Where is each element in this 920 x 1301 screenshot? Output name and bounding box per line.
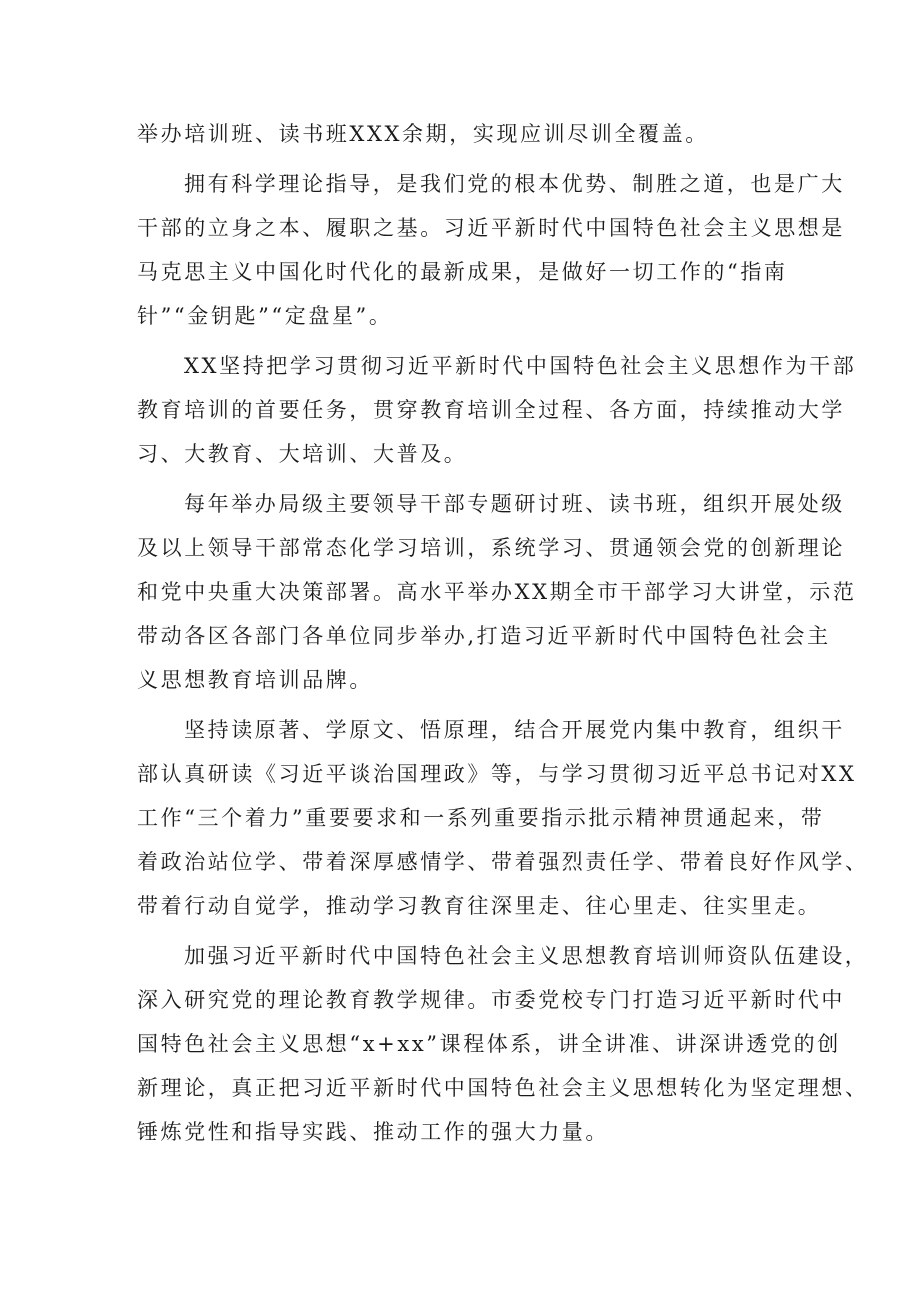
- paragraph-line: 深入研究党的理论教育教学规律。市委党校专门打造习近平新时代中: [137, 988, 845, 1012]
- paragraph-line: 干部的立身之本、履职之基。习近平新时代中国特色社会主义思想是: [137, 216, 845, 240]
- paragraph-line: 习、大教育、大培训、大普及。: [137, 442, 468, 466]
- paragraph-line: 加强习近平新时代中国特色社会主义思想教育培训师资队伍建设，: [184, 944, 869, 968]
- paragraph: [137, 934, 869, 1154]
- paragraph-line: 工作“三个着力”重要要求和一系列重要指示批示精神贯通起来，带: [137, 806, 825, 830]
- paragraph-line: XX坚持把学习贯彻习近平新时代中国特色社会主义思想作为干部: [184, 354, 857, 378]
- paragraph-line: 每年举办局级主要领导干部专题研讨班、读书班，组织开展处级: [184, 492, 845, 516]
- paragraph-line: 针”“金钥匙”“定盘星”。: [137, 304, 393, 328]
- paragraph-line: 锤炼党性和指导实践、推动工作的强大力量。: [137, 1120, 609, 1144]
- paragraph-line: 拥有科学理论指导，是我们党的根本优势、制胜之道，也是广大: [184, 172, 845, 196]
- paragraph-line: 带着行动自觉学，推动学习教育往深里走、往心里走、往实里走。: [137, 894, 822, 918]
- paragraph-line: 新理论，真正把习近平新时代中国特色社会主义思想转化为坚定理想、: [137, 1076, 869, 1100]
- paragraph-line: 着政治站位学、带着深厚感情学、带着强烈责任学、带着良好作风学、: [137, 850, 869, 874]
- paragraph: [137, 112, 797, 156]
- paragraph-line: 举办培训班、读书班XXX余期，实现应训尽训全覆盖。: [137, 122, 709, 146]
- paragraph: [137, 482, 857, 702]
- paragraph-line: 和党中央重大决策部署。高水平举办XX期全市干部学习大讲堂，示范: [137, 580, 857, 604]
- paragraph-line: 义思想教育培训品牌。: [137, 668, 373, 692]
- paragraph-line: 带动各区各部门各单位同步举办,打造习近平新时代中国特色社会主: [137, 624, 831, 648]
- paragraph-line: 国特色社会主义思想“x+xx”课程体系，讲全讲准、讲深讲透党的创: [137, 1032, 841, 1056]
- paragraph: [137, 708, 869, 928]
- paragraph: [137, 344, 857, 476]
- paragraph-line: 部认真研读《习近平谈治国理政》等，与学习贯彻习近平总书记对XX: [137, 762, 857, 786]
- paragraph: [137, 162, 845, 338]
- document-body: [137, 112, 869, 1154]
- paragraph-line: 教育培训的首要任务，贯穿教育培训全过程、各方面，持续推动大学: [137, 398, 845, 422]
- paragraph-line: 及以上领导干部常态化学习培训，系统学习、贯通领会党的创新理论: [137, 536, 845, 560]
- paragraph-line: 马克思主义中国化时代化的最新成果，是做好一切工作的“指南: [137, 260, 788, 284]
- paragraph-line: 坚持读原著、学原文、悟原理，结合开展党内集中教育，组织干: [184, 718, 845, 742]
